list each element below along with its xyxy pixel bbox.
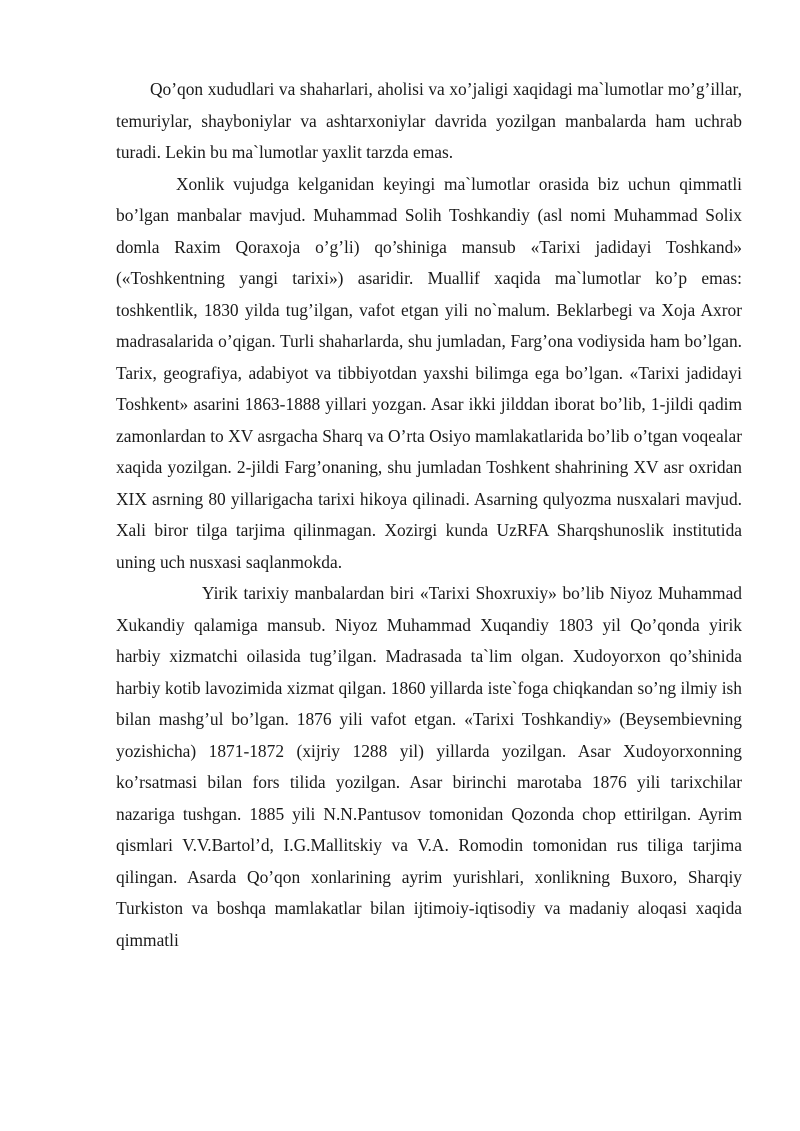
paragraph-tarixi-jadidayi-toshkand: Xonlik vujudga kelganidan keyingi ma`lumotlar orasida biz uchun qimmatli bo’lgan manbalar mavjud. Muhammad Solih Toshkandiy (asl nomi Muhammad Solix domla Raxim Qoraxoja o’g’li) qo’shiniga mansub «Tarixi jadidayi Toshkand» («Toshkentning yangi tarixi») asaridir. Muallif xaqida ma`lumotlar ko’p emas: toshkentlik, 1830 yilda tug’ilgan, vafot etgan yili no`malum. Beklarbegi va Xoja Axror madrasalarida o’qigan. Turli shaharlarda, shu jumladan, Farg’ona vodiysida ham bo’lgan. Tarix, geografiya, adabiyot va tibbiyotdan yaxshi bilimga ega bo’lgan. «Tarixi jadidayi Toshkent» asarini 1863-1888 yillari yozgan. Asar ikki jilddan iborat bo’lib, 1-jildi qadim zamonlardan to XV asrgacha Sharq va O’rta Osiyo mamlakatlarida bo’lib o’tgan voqealar xaqida yozilgan. 2-jildi Farg’onaning, shu jumladan Toshkent shahrining XV asr oxridan XIX asrning 80 yillarigacha tarixi hikoya qilinadi. Asarning qulyozma nusxalari mavjud. Xali biror tilga tarjima qilinmagan. Xozirgi kunda UzRFA Sharqshunoslik institutida uning uch nusxasi saqlanmokda. (116, 173, 742, 572)
paragraph-tarixi-shoxruxiy: Yirik tarixiy manbalardan biri «Tarixi Shoxruxiy» bo’lib Niyoz Muhammad Xukandiy qalamiga mansub. Niyoz Muhammad Xuqandiy 1803 yil Qo’qonda yirik harbiy xizmatchi oilasida tug’ilgan. Madrasada ta`lim olgan. Xudoyorxon qo’shinida harbiy kotib lavozimida xizmat qilgan. 1860 yillarda iste`foga chiqkandan so’ng ilmiy ish bilan mashg’ul bo’lgan. 1876 yili vafot etgan. «Tarixi Toshkandiy» (Beysembievning yozishicha) 1871-1872 (xijriy 1288 yil) yillarda yozilgan. Asar Xudoyorxonning ko’rsatmasi bilan fors tilida yozilgan. Asar birinchi marotaba 1876 yili tarixchilar nazariga tushgan. 1885 yili N.N.Pantusov tomonidan Qozonda chop ettirilgan. Ayrim qismlari V.V.Bartol’d, I.G.Mallitskiy va V.A. Romodin tomonidan rus tiliga tarjima qilingan. Asarda Qo’qon xonlarining ayrim yurishlari, xonlikning Buxoro, Sharqiy Turkiston va boshqa mamlakatlar bilan ijtimoiy-iqtisodiy va madaniy aloqasi xaqida qimmatli (116, 583, 742, 950)
paragraph-kokand-sources-intro: Qo’qon xududlari va shaharlari, aholisi va xo’jaligi xaqidagi ma`lumotlar mo’g’illar, temuriylar, shayboniylar va ashtarxoniylar davrida yozilgan manbalarda ham uchrab turadi. Lekin bu ma`lumotlar yaxlit tarzda emas. (116, 79, 742, 162)
document-page (116, 74, 742, 956)
